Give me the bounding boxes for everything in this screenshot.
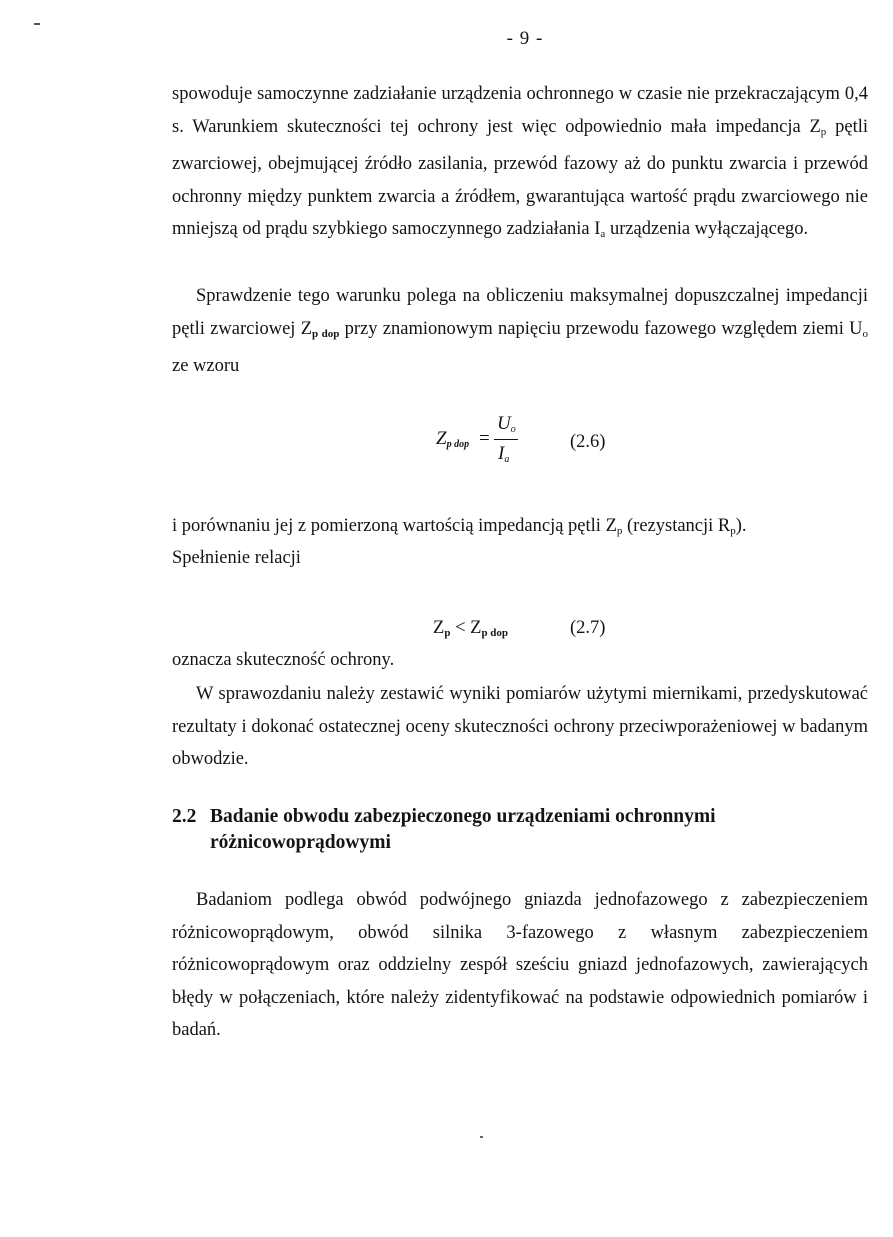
paragraph-comparison xyxy=(172,513,747,544)
subscript: p xyxy=(820,125,827,138)
equation-numerator xyxy=(497,413,516,435)
paragraph-verification xyxy=(172,280,868,383)
paragraph-text: spowoduje samoczynne zadziałanie urządzenia ochronnego w czasie nie przekraczającym 0,4 s. Warunkiem skuteczności tej ochrony jest więc odpowiednio mała impedancja Z xyxy=(172,84,868,137)
page-number: - 9 - xyxy=(506,28,544,49)
paragraph-text: ze wzoru xyxy=(172,356,240,376)
subscript: o xyxy=(862,327,868,340)
equation-symbol: I xyxy=(498,443,505,464)
paragraph-text: (rezystancji R xyxy=(622,516,731,536)
equation-operator: < xyxy=(450,618,471,638)
paragraph-rcd-testing: Badaniom podlega obwód podwójnego gniazda jednofazowego z zabezpieczeniem różnicowoprądowym, obwód silnika 3-fazowego z własnym zabezpieczeniem różnicowoprądowym oraz oddzielny zespół sześciu gniazd jednofazowych, zawierających błędy w połączeniach, które należy zidentyfikować na podstawie odpowiednich pomiarów i badań. xyxy=(172,890,868,1040)
paragraph-text: pętli zwarciowej, obejmującej źródło zasilania, przewód fazowy aż do punktu zwarcia i przewód ochronny między punktem zwarcia a źródłem, gwarantująca wartość prądu zwarciowego nie mniejszą od prądu szybkiego samoczynnego zadziałania I xyxy=(172,116,868,239)
scan-speck xyxy=(480,1136,483,1138)
paragraph-protection-condition xyxy=(172,78,868,251)
subscript: p dop xyxy=(312,327,340,340)
subscript: a xyxy=(600,228,606,240)
equation-symbol: Z xyxy=(436,428,447,449)
section-number: 2.2 xyxy=(172,806,197,827)
paragraph-text: przy znamionowym napięciu przewodu fazowego względem ziemi U xyxy=(339,318,863,339)
equation-number: (2.7) xyxy=(570,618,606,638)
subscript: p xyxy=(730,525,736,537)
equation-symbol: U xyxy=(497,413,511,434)
equation-lhs xyxy=(436,428,469,450)
paragraph-text: urządzenia wyłączającego. xyxy=(605,219,809,239)
paragraph-relation-intro: Spełnienie relacji xyxy=(172,548,301,568)
paragraph-report: W sprawozdaniu należy zestawić wyniki pomiarów użytymi miernikami, przedyskutować rezultaty i dokonać ostatecznej oceny skuteczności ochrony przeciwporażeniowej w badanym obwodzie. xyxy=(172,684,868,769)
equation-subscript: a xyxy=(504,454,510,465)
section-title: Badanie obwodu zabezpieczonego urządzeniami ochronnymi różnicowoprądowymi xyxy=(210,806,716,853)
equation-denominator xyxy=(498,443,509,465)
equation-equals: = xyxy=(479,428,490,449)
equation-number: (2.6) xyxy=(570,432,606,452)
section-heading xyxy=(172,804,852,856)
paragraph-text: i porównaniu jej z pomierzoną wartością impedancją pętli Z xyxy=(172,516,617,536)
subscript: p xyxy=(616,525,623,537)
paragraph-text: ). xyxy=(735,516,747,536)
paragraph-text: Sprawdzenie tego warunku polega na obliczeniu maksymalnej dopuszczalnej impedancji pętli zwarciowej Z xyxy=(172,286,868,339)
paragraph-effectiveness: oznacza skuteczność ochrony. xyxy=(172,650,395,670)
equation-subscript: p xyxy=(444,627,451,639)
equation-expression xyxy=(433,616,508,645)
fraction-bar xyxy=(494,439,518,440)
equation-subscript: p dop xyxy=(481,627,509,639)
equation-symbol: Z xyxy=(470,618,482,638)
equation-subscript: o xyxy=(510,424,516,435)
equation-symbol: Z xyxy=(433,618,445,638)
equation-subscript: p dop xyxy=(446,439,470,450)
scan-mark xyxy=(34,23,40,25)
